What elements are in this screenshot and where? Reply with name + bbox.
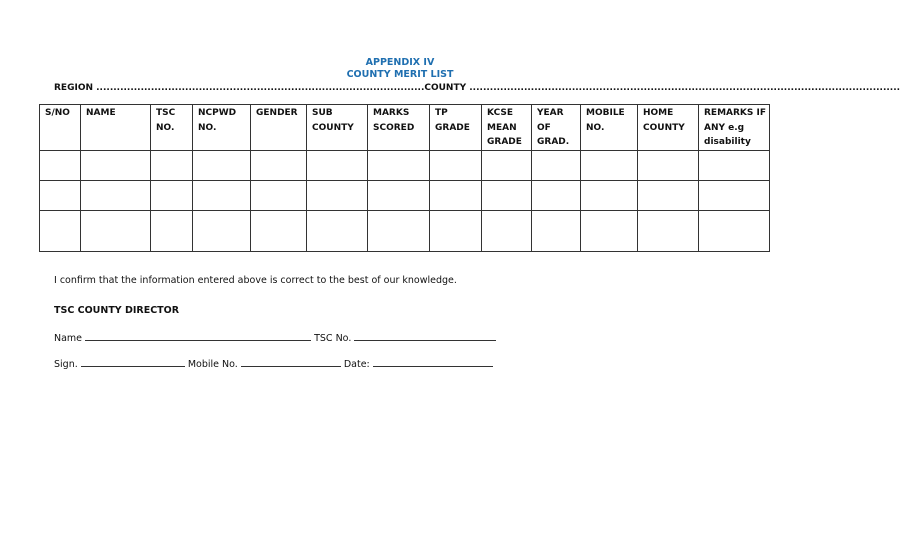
table-cell[interactable] xyxy=(81,211,151,252)
director-heading: TSC COUNTY DIRECTOR xyxy=(54,305,180,316)
table-cell[interactable] xyxy=(307,211,368,252)
col-header-gender: GENDER xyxy=(251,105,307,151)
table-cell[interactable] xyxy=(532,181,581,211)
col-header-name: NAME xyxy=(81,105,151,151)
name-label: Name xyxy=(54,333,83,344)
mobile-field[interactable] xyxy=(241,356,341,367)
col-header-kcse-mean-grade: KCSE MEAN GRADE xyxy=(482,105,532,151)
table-cell[interactable] xyxy=(482,211,532,252)
table-cell[interactable] xyxy=(638,181,699,211)
appendix-title: APPENDIX IV xyxy=(365,57,435,68)
col-header-sub-county: SUB COUNTY xyxy=(307,105,368,151)
table-cell[interactable] xyxy=(430,151,482,181)
date-field[interactable] xyxy=(373,356,493,367)
region-dots: ................................................................................................ xyxy=(96,83,425,93)
region-county-line xyxy=(54,83,900,93)
table-cell[interactable] xyxy=(638,151,699,181)
table-cell[interactable] xyxy=(482,181,532,211)
table-cell[interactable] xyxy=(251,211,307,252)
table-cell[interactable] xyxy=(193,211,251,252)
table-cell[interactable] xyxy=(482,151,532,181)
name-field[interactable] xyxy=(85,330,311,341)
table-row xyxy=(40,151,770,181)
table-cell[interactable] xyxy=(532,211,581,252)
table-cell[interactable] xyxy=(581,181,638,211)
table-cell[interactable] xyxy=(193,181,251,211)
date-label: Date: xyxy=(343,359,370,370)
col-header-tsc-no: TSC NO. xyxy=(151,105,193,151)
table-cell[interactable] xyxy=(307,181,368,211)
sign-mobile-date-line xyxy=(54,356,493,370)
table-cell[interactable] xyxy=(368,151,430,181)
table-cell[interactable] xyxy=(368,181,430,211)
table-cell[interactable] xyxy=(638,211,699,252)
table-cell[interactable] xyxy=(151,151,193,181)
region-label: REGION xyxy=(54,83,93,93)
tsc-no-label: TSC No. xyxy=(314,333,352,344)
tsc-no-field[interactable] xyxy=(354,330,496,341)
table-cell[interactable] xyxy=(40,181,81,211)
name-tsc-line xyxy=(54,330,496,344)
table-cell[interactable] xyxy=(307,151,368,181)
table-cell[interactable] xyxy=(40,211,81,252)
mobile-label: Mobile No. xyxy=(187,359,238,370)
table-row xyxy=(40,181,770,211)
confirmation-statement: I confirm that the information entered above is correct to the best of our knowledge. xyxy=(54,275,457,286)
sign-field[interactable] xyxy=(81,356,185,367)
county-label: COUNTY xyxy=(424,83,467,93)
col-header-mobile-no: MOBILE NO. xyxy=(581,105,638,151)
table-row xyxy=(40,211,770,252)
table-cell[interactable] xyxy=(430,211,482,252)
sign-label: Sign. xyxy=(54,359,78,370)
table-cell[interactable] xyxy=(81,181,151,211)
col-header-marks-scored: MARKS SCORED xyxy=(368,105,430,151)
table-cell[interactable] xyxy=(151,211,193,252)
col-header-tp-grade: TP GRADE xyxy=(430,105,482,151)
table-cell[interactable] xyxy=(368,211,430,252)
merit-list-title: COUNTY MERIT LIST xyxy=(346,69,454,80)
table-cell[interactable] xyxy=(81,151,151,181)
table-cell[interactable] xyxy=(581,211,638,252)
col-header-home-county: HOME COUNTY xyxy=(638,105,699,151)
col-header-year-of-grad: YEAR OF GRAD. xyxy=(532,105,581,151)
col-header-sno: S/NO xyxy=(40,105,81,151)
table-cell[interactable] xyxy=(699,181,770,211)
table-cell[interactable] xyxy=(251,151,307,181)
col-header-remarks: REMARKS IF ANY e.g disability xyxy=(699,105,770,151)
table-cell[interactable] xyxy=(251,181,307,211)
table-cell[interactable] xyxy=(581,151,638,181)
col-header-ncpwd-no: NCPWD NO. xyxy=(193,105,251,151)
table-cell[interactable] xyxy=(151,181,193,211)
table-cell[interactable] xyxy=(40,151,81,181)
table-cell[interactable] xyxy=(430,181,482,211)
county-dots: .............................................................................................................................. xyxy=(469,83,900,93)
merit-list-table xyxy=(39,104,770,252)
table-cell[interactable] xyxy=(699,211,770,252)
table-cell[interactable] xyxy=(699,151,770,181)
table-cell[interactable] xyxy=(193,151,251,181)
table-cell[interactable] xyxy=(532,151,581,181)
table-header-row xyxy=(40,105,770,151)
